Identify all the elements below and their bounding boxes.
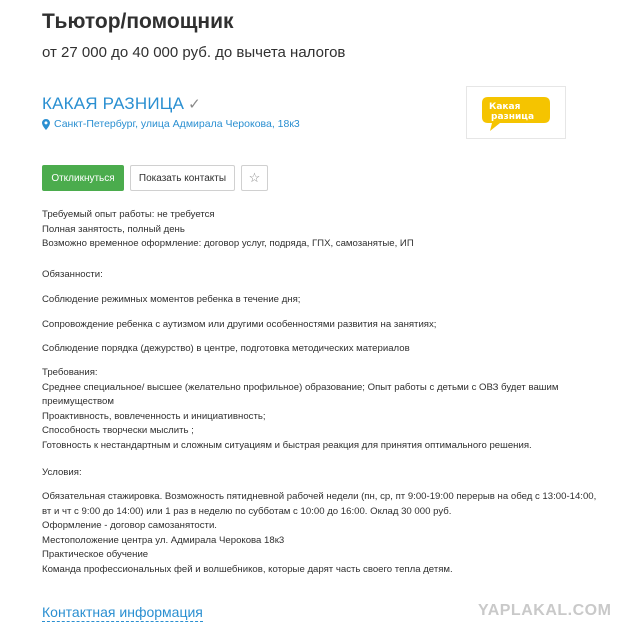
condition-item: Обязательная стажировка. Возможность пятидневной рабочей недели (пн, ср, пт 9:00-19:00 перерыв на обед с 13:00-14:00, вт и чт с 9:00 до 14:00) или 1 раз в неделю по субботам с 10:00 до 16:00. Оклад 30 000 руб.: [42, 491, 597, 517]
condition-item: Местоположение центра ул. Адмирала Черокова 18к3: [42, 534, 285, 546]
vacancy-title: Тьютор/помощник: [42, 10, 234, 33]
temporary-text: Возможно временное оформление: договор услуг, подряда, ГПХ, самозанятые, ИП: [42, 238, 414, 249]
requirement-item: Способность творчески мыслить ;: [42, 425, 194, 436]
address-text: Санкт-Петербург, улица Адмирала Черокова, 18к3: [54, 118, 300, 130]
requirement-item: Проактивность, вовлеченность и инициативность;: [42, 410, 266, 422]
check-icon: ✓: [188, 96, 201, 113]
contact-info-link[interactable]: Контактная информация: [42, 604, 203, 620]
duty-item: Соблюдение режимных моментов ребенка в течение дня;: [42, 294, 301, 305]
favorite-button[interactable]: [241, 165, 268, 191]
requirements-block: [42, 366, 602, 453]
company-address[interactable]: [42, 118, 300, 130]
watermark: YAPLAKAL.COM: [478, 602, 612, 619]
requirement-item: Готовность к нестандартным и сложным ситуациям и быстрая реакция для принятия оптимального решения.: [42, 439, 532, 451]
conditions-heading: Условия:: [42, 467, 82, 478]
duty-item: Соблюдение порядка (дежурство) в центре, подготовка методических материалов: [42, 343, 410, 354]
duty-item: Сопровождение ребенка с аутизмом или другими особенностями развития на занятиях;: [42, 319, 437, 330]
logo-text-line1: Какая: [489, 101, 521, 112]
logo-image: [480, 93, 552, 133]
respond-button[interactable]: Откликнуться: [42, 165, 124, 191]
map-pin-icon: [42, 119, 50, 130]
experience-text: Требуемый опыт работы: не требуется: [42, 209, 215, 220]
company-name: КАКАЯ РАЗНИЦА: [42, 94, 185, 113]
company-logo[interactable]: [466, 86, 566, 139]
logo-text-line2: разница: [491, 111, 535, 122]
duties-heading: Обязанности:: [42, 269, 103, 280]
condition-item: Практическое обучение: [42, 549, 149, 560]
meta-block: [42, 208, 602, 252]
show-contacts-button[interactable]: Показать контакты: [130, 165, 235, 191]
condition-item: Команда профессиональных фей и волшебников, которые дарят часть своего тепла детям.: [42, 563, 453, 575]
company-name-link[interactable]: [42, 94, 201, 114]
requirement-item: Среднее специальное/ высшее (желательно профильное) образование; Опыт работы с детьми с ОВЗ будет вашим преимуществом: [42, 381, 559, 407]
employment-text: Полная занятость, полный день: [42, 223, 185, 235]
conditions-block: [42, 490, 602, 577]
condition-item: Оформление - договор самозанятости.: [42, 520, 217, 531]
requirements-heading: Требования:: [42, 367, 98, 378]
salary: от 27 000 до 40 000 руб. до вычета налогов: [42, 44, 346, 61]
star-icon: ☆: [248, 170, 261, 185]
